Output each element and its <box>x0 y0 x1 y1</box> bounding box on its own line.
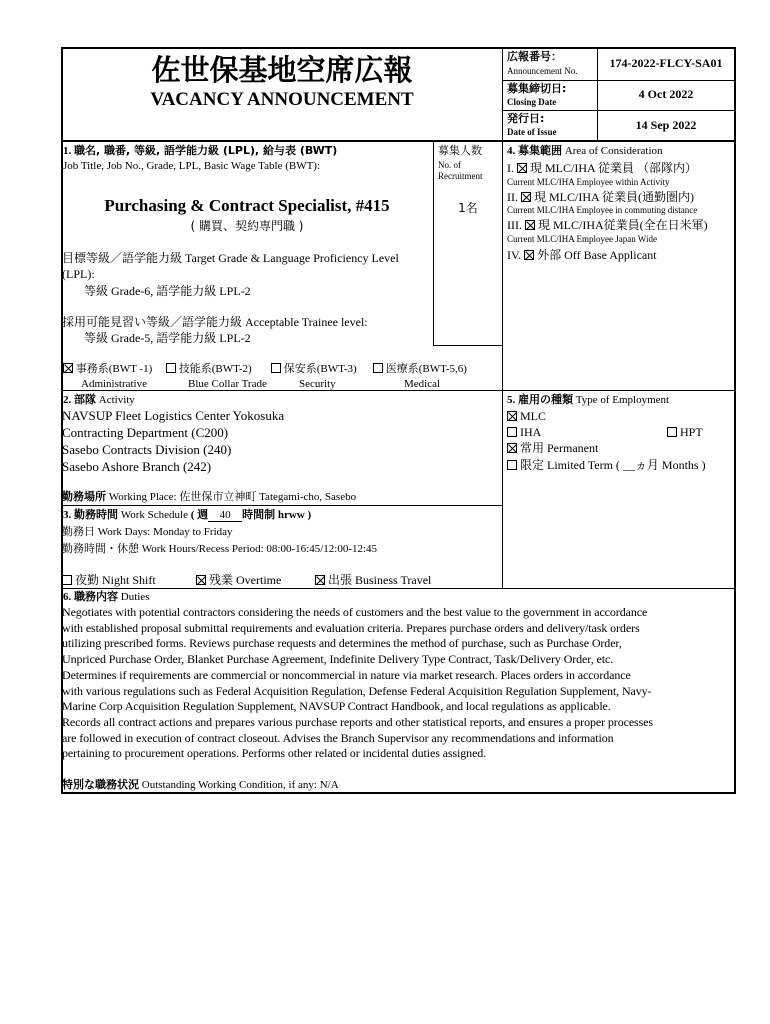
issue-date-value: 14 Sep 2022 <box>635 118 697 132</box>
job-title: Purchasing & Contract Specialist, #415 <box>104 196 390 215</box>
announcement-no-label: 広報番号： <box>507 50 562 63</box>
night-shift-checkbox[interactable] <box>62 575 72 585</box>
employment-permanent[interactable] <box>507 440 598 456</box>
consideration-item-2[interactable] <box>507 189 694 205</box>
section1-number: 1. <box>63 145 72 157</box>
consideration-item-4-prefix: IV. <box>507 248 522 262</box>
employment-mlc-checkbox[interactable] <box>507 411 517 421</box>
bwt-security[interactable] <box>271 362 357 376</box>
employment-permanent-checkbox[interactable] <box>507 443 517 453</box>
closing-date-value: 4 Oct 2022 <box>638 87 694 101</box>
schedule-hours: 40 <box>208 509 242 522</box>
section4-heading <box>507 144 663 158</box>
schedule-close: 時間制 hrww ) <box>242 509 312 521</box>
closing-date-label: 募集締切日: <box>507 82 567 95</box>
section1-heading-en: Job Title, Job No., Grade, LPL, Basic Wage Table (BWT): <box>63 160 321 172</box>
bwt-blue-collar[interactable] <box>166 362 252 376</box>
employment-mlc-label: MLC <box>520 409 547 423</box>
employment-hpt-checkbox[interactable] <box>667 427 677 437</box>
employment-iha-label: IHA <box>520 425 542 439</box>
target-grade: 等級 Grade-6, 語学能力級 LPL-2 <box>84 284 251 298</box>
recruitment-label-en-1: No. of <box>438 160 461 170</box>
employment-limited-checkbox[interactable] <box>507 460 517 470</box>
section2-heading-jp: 部隊 <box>74 393 96 406</box>
business-travel-checkbox[interactable] <box>315 575 325 585</box>
consideration-item-3[interactable] <box>507 217 708 233</box>
section3-number: 3. <box>63 509 72 521</box>
night-shift[interactable] <box>62 572 156 588</box>
special-condition-label-en: Outstanding Working Condition, if any: <box>141 779 317 791</box>
recruitment-count: 1名 <box>458 201 478 215</box>
overtime-checkbox[interactable] <box>196 575 206 585</box>
bwt-security-label: 保安系(BWT-3) <box>283 363 357 375</box>
duties-line: Unpriced Purchase Order, Blanket Purchase Agreement, Indefinite Delivery Type Contract, Task/Delivery Order, etc. <box>62 652 614 667</box>
issue-date-label: 発行日: <box>507 112 545 125</box>
bwt-medical[interactable] <box>373 362 467 376</box>
employment-limited[interactable] <box>507 457 706 473</box>
consideration-item-4-label: 外部 Off Base Applicant <box>537 248 657 262</box>
activity-line-4: Sasebo Ashore Branch (242) <box>62 459 212 474</box>
bwt-medical-label: 医療系(BWT-5,6) <box>385 363 467 375</box>
duties-line: Negotiates with potential contractors considering the needs of customers and the best value to the government in accordance <box>62 605 648 619</box>
working-place-value: 佐世保市立神町 Tategami-cho, Sasebo <box>179 491 357 503</box>
employment-mlc[interactable] <box>507 408 546 424</box>
section5-heading <box>507 393 669 407</box>
employment-iha[interactable] <box>507 424 541 440</box>
section2-heading-en: Activity <box>98 394 135 406</box>
section5-number: 5. <box>507 394 516 406</box>
section4-number: 4. <box>507 145 516 157</box>
section3-heading-en: Work Schedule <box>120 509 188 521</box>
work-hours: 勤務時間・休憩 Work Hours/Recess Period: 08:00-16:45/12:00-12:45 <box>62 543 378 555</box>
bwt-administrative[interactable] <box>63 362 152 376</box>
trainee-level-line: 採用可能見習い等級／語学能力級 Acceptable Trainee level: <box>62 315 368 329</box>
consideration-item-1[interactable] <box>507 160 697 176</box>
section3-heading-jp: 勤務時間 <box>74 508 118 521</box>
business-travel[interactable] <box>315 572 431 588</box>
section3-heading <box>63 508 311 522</box>
section2-heading <box>63 393 135 407</box>
consideration-item-3-checkbox[interactable] <box>525 220 535 230</box>
consideration-item-2-checkbox[interactable] <box>521 192 531 202</box>
employment-limited-label: 限定 Limited Term ( __ヵ月 Months ) <box>520 458 706 472</box>
bwt-administrative-checkbox[interactable] <box>63 363 73 373</box>
working-place-label-en: Working Place: <box>108 491 177 503</box>
schedule-open: ( 週 <box>190 509 209 521</box>
section6-heading-jp: 職務内容 <box>74 590 118 603</box>
activity-line-2: Contracting Department (C200) <box>62 425 229 440</box>
consideration-item-2-label: 現 MLC/IHA 従業員(通勤圏内) <box>534 190 694 204</box>
employment-hpt[interactable] <box>667 424 703 440</box>
bwt-blue-collar-label: 技能系(BWT-2) <box>178 363 252 375</box>
working-place-label-jp: 勤務場所 <box>62 490 106 503</box>
bwt-administrative-en: Administrative <box>81 378 147 390</box>
duties-line: pertaining to procurement operations. Performs other related or incidental duties assigned. <box>62 746 487 761</box>
activity-line-1: NAVSUP Fleet Logistics Center Yokosuka <box>62 408 285 423</box>
consideration-item-1-sub: Current MLC/IHA Employee within Activity <box>507 177 670 187</box>
employment-hpt-label: HPT <box>680 425 703 439</box>
special-condition-label-jp: 特別な職務状況 <box>62 778 139 791</box>
recruitment-label-en-2: Recruitment <box>438 171 483 181</box>
duties-line: Marine Corp Acquisition Regulation Supplement, NAVSUP Contract Handbook, and local regulations as applicable. <box>62 699 611 714</box>
overtime[interactable] <box>196 572 281 588</box>
working-place <box>62 490 356 504</box>
section6-heading-en: Duties <box>120 591 150 603</box>
consideration-item-3-sub: Current MLC/IHA Employee Japan Wide <box>507 234 657 244</box>
bwt-medical-checkbox[interactable] <box>373 363 383 373</box>
activity-line-3: Sasebo Contracts Division (240) <box>62 442 232 457</box>
section4-heading-jp: 募集範囲 <box>518 144 562 157</box>
bwt-blue-collar-checkbox[interactable] <box>166 363 176 373</box>
duties-line: with established proposal submittal requirements and evaluation criteria. Prepares purchase orders and delivery/task orders <box>62 620 640 635</box>
consideration-item-4[interactable] <box>507 247 657 263</box>
announcement-no-value: 174-2022-FLCY-SA01 <box>609 56 723 70</box>
announcement-no-label-en: Announcement No. <box>507 66 578 76</box>
target-level-line1: 目標等級／語学能力級 Target Grade & Language Proficiency Level <box>62 251 399 265</box>
issue-date-label-en: Date of Issue <box>507 127 557 137</box>
bwt-security-checkbox[interactable] <box>271 363 281 373</box>
section4-heading-en: Area of Consideration <box>564 145 663 157</box>
bwt-blue-collar-en: Blue Collar Trade <box>188 378 267 390</box>
work-days: 勤務日 Work Days: Monday to Friday <box>62 526 233 538</box>
bwt-security-en: Security <box>299 378 336 390</box>
bwt-medical-en: Medical <box>404 378 441 390</box>
target-level-line2: (LPL): <box>62 267 95 281</box>
duties-line: Records all contract actions and prepares various purchase reports and other statistical reports, and ensures a proper processes <box>62 714 653 729</box>
consideration-item-1-prefix: I. <box>507 161 514 175</box>
duties-line: with various regulations such as Federal Acquisition Regulation, Defense Federal Acquisition Regulation Supplement, Navy- <box>62 683 652 698</box>
business-travel-label: 出張 Business Travel <box>328 573 432 587</box>
section5-heading-en: Type of Employment <box>575 394 670 406</box>
trainee-grade: 等級 Grade-5, 語学能力級 LPL-2 <box>84 331 251 345</box>
duties-line: utilizing prescribed forms. Reviews purchase requests and determines the method of purchase, such as Purchase Order, <box>62 636 622 651</box>
duties-line: are followed in execution of contract closeout. Advises the Branch Supervisor any recommendations and information <box>62 730 614 745</box>
section2-number: 2. <box>63 394 72 406</box>
consideration-item-3-prefix: III. <box>507 218 522 232</box>
page-title-en: VACANCY ANNOUNCEMENT <box>150 89 414 110</box>
consideration-item-2-prefix: II. <box>507 190 518 204</box>
closing-date-label-en: Closing Date <box>507 97 557 107</box>
section5-heading-jp: 雇用の種類 <box>518 393 573 406</box>
bwt-administrative-label: 事務系(BWT -1) <box>75 363 153 375</box>
consideration-item-4-checkbox[interactable] <box>524 250 534 260</box>
special-condition-value: N/A <box>319 779 339 791</box>
employment-permanent-label: 常用 Permanent <box>520 441 599 455</box>
duties-text <box>62 605 732 762</box>
section1-heading <box>63 144 337 158</box>
overtime-label: 残業 Overtime <box>209 573 282 587</box>
section6-heading <box>63 590 149 604</box>
duties-line: Determines if requirements are commercial or noncommercial in nature via market research. Places orders in accordance <box>62 667 631 682</box>
consideration-item-2-sub: Current MLC/IHA Employee in commuting distance <box>507 205 698 215</box>
consideration-item-3-label: 現 MLC/IHA従業員(全在日米軍) <box>538 218 708 232</box>
consideration-item-1-label: 現 MLC/IHA 従業員 （部隊内） <box>530 161 698 175</box>
section6-number: 6. <box>63 591 72 603</box>
recruitment-label-jp: 募集人数 <box>438 144 482 157</box>
special-condition <box>62 778 339 792</box>
page-title-jp: 佐世保基地空席広報 <box>151 53 413 87</box>
job-title-jp: ( 購買、契約専門職 ) <box>190 219 304 233</box>
section1-heading-jp: 職名, 職番, 等級, 語学能力級 (LPL), 給与表 (BWT) <box>74 144 338 157</box>
night-shift-label: 夜勤 Night Shift <box>75 573 156 587</box>
employment-iha-checkbox[interactable] <box>507 427 517 437</box>
consideration-item-1-checkbox[interactable] <box>517 163 527 173</box>
